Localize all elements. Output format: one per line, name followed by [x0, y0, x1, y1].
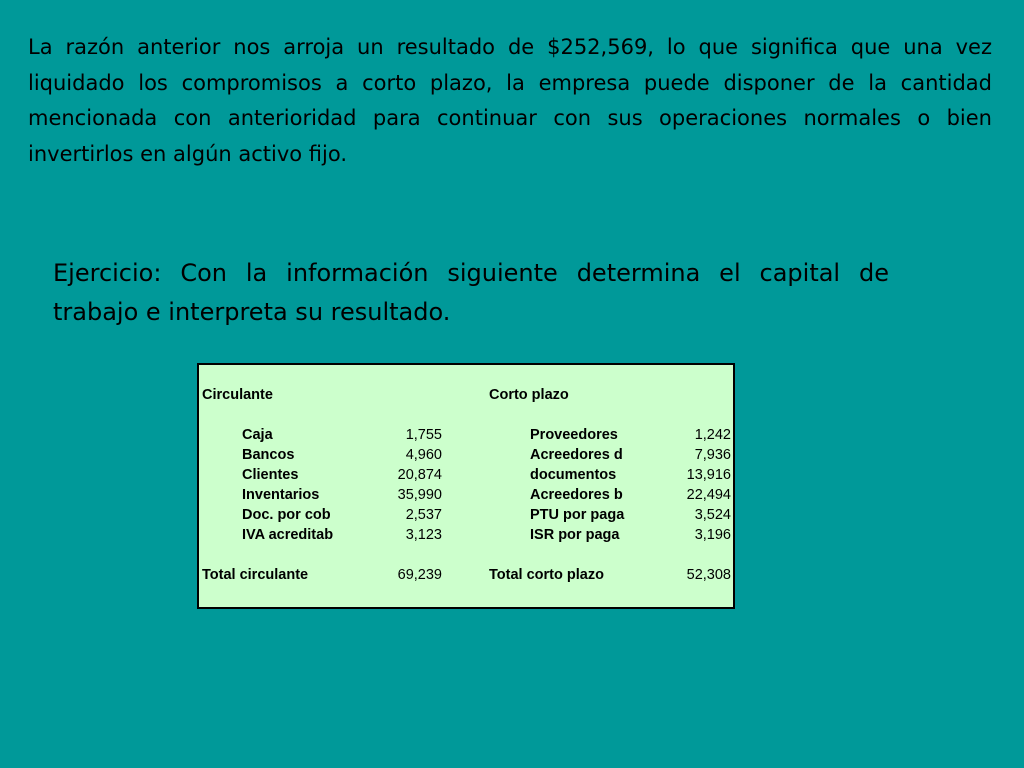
table-row-left-value: 20,874	[397, 467, 442, 483]
table-row-right-value: 3,524	[694, 507, 731, 523]
table-row-right-value: 22,494	[686, 487, 731, 503]
table-row-left-value: 35,990	[397, 487, 442, 503]
total-current-assets-label: Total circulante	[202, 567, 309, 583]
table-row-left-label: Bancos	[242, 447, 295, 463]
table-row-left-value: 4,960	[405, 447, 442, 463]
table-row-right-value: 3,196	[694, 527, 731, 543]
table-row-right-value: 13,916	[686, 467, 731, 483]
short-term-liabilities-header: Corto plazo	[489, 387, 569, 403]
table-row-left-value: 2,537	[405, 507, 442, 523]
table-row-right-label: Acreedores d	[530, 447, 623, 463]
table-row-left-label: Inventarios	[242, 487, 320, 503]
table-row-left-label: Doc. por cob	[242, 507, 331, 523]
balance-table	[197, 363, 735, 609]
intro-paragraph: La razón anterior nos arroja un resultado de $252,569, lo que significa que una vez liquidado los compromisos a corto plazo, la empresa puede disponer de la cantidad mencionada con anterioridad para continuar con sus operaciones normales o bien invertirlos en algún activo fijo.	[28, 35, 992, 166]
table-row-left-label: Caja	[242, 427, 273, 443]
exercise-paragraph: Ejercicio: Con la información siguiente determina el capital de trabajo e interpreta su resultado.	[53, 259, 889, 326]
table-row-right-label: Proveedores	[530, 427, 618, 443]
total-short-term-label: Total corto plazo	[489, 567, 604, 583]
table-row-left-value: 1,755	[405, 427, 442, 443]
table-row-left-label: Clientes	[242, 467, 299, 483]
table-row-right-label: documentos	[530, 467, 617, 483]
table-row-right-label: Acreedores b	[530, 487, 623, 503]
total-current-assets-value: 69,239	[397, 567, 442, 583]
table-row-left-value: 3,123	[405, 527, 442, 543]
table-row-right-value: 1,242	[694, 427, 731, 443]
table-row-right-value: 7,936	[694, 447, 731, 463]
table-row-right-label: PTU por paga	[530, 507, 625, 523]
table-row-left-label: IVA acreditab	[242, 527, 334, 543]
total-short-term-value: 52,308	[686, 567, 731, 583]
current-assets-header: Circulante	[202, 387, 273, 403]
table-row-right-label: ISR por paga	[530, 527, 620, 543]
